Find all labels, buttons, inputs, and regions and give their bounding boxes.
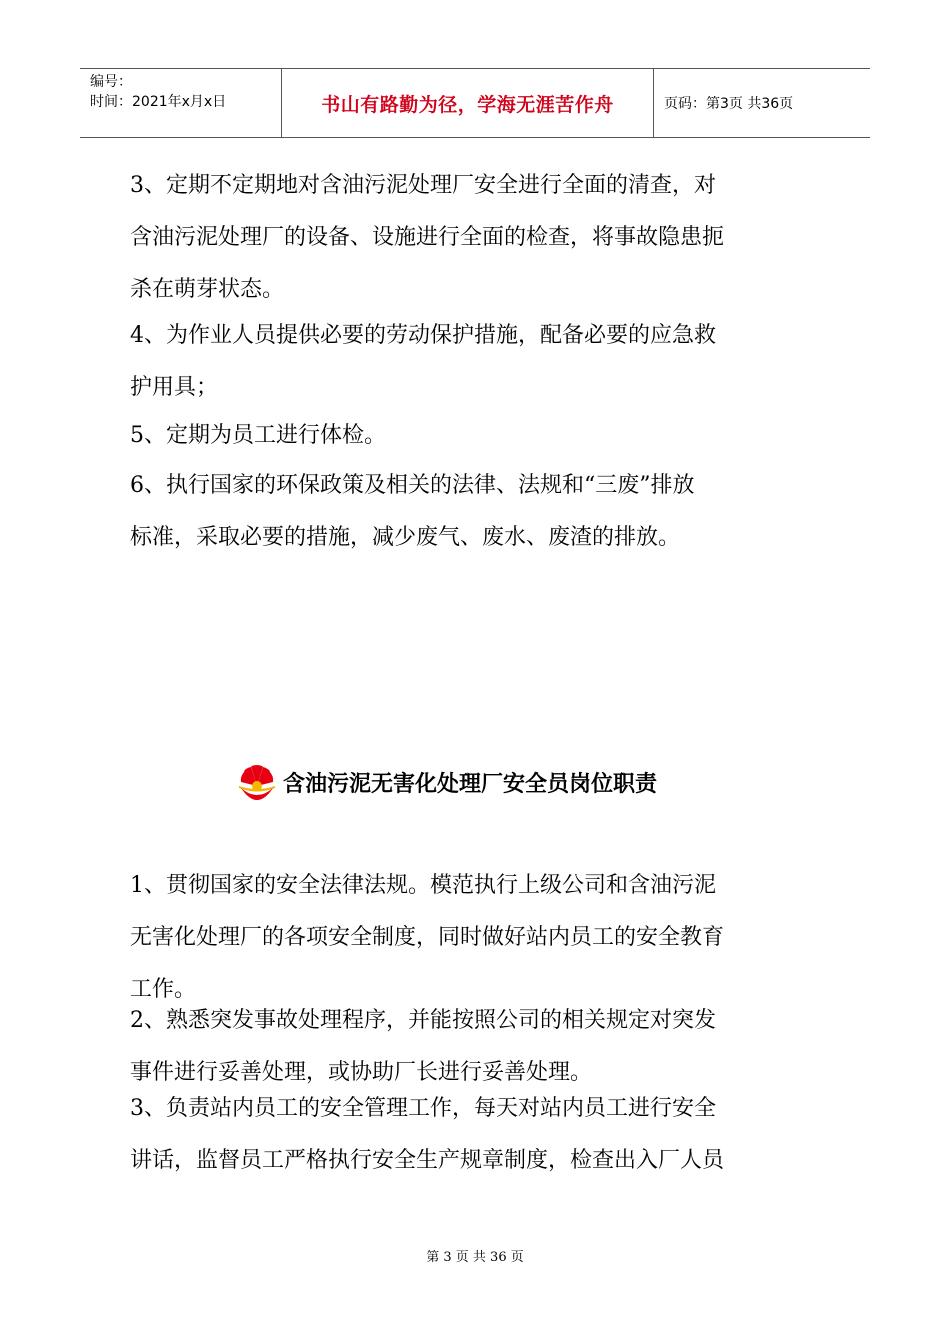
page-footer: 第 3 页 共 36 页 <box>426 1250 524 1265</box>
section-title-text: 含油污泥无害化处理厂安全员岗位职责 <box>283 771 658 797</box>
duty-paragraph-3 <box>130 1083 830 1187</box>
header-page-info: 页码：第3页 共36页 <box>664 96 794 112</box>
serial-label: 编号： <box>90 74 132 90</box>
section-title <box>235 760 657 804</box>
paragraph-3 <box>130 160 830 316</box>
text-line: 3、定期不定期地对含油污泥处理厂安全进行全面的清查，对 <box>130 173 716 198</box>
paragraph-4 <box>130 310 830 414</box>
text-line: 1、贯彻国家的安全法律法规。模范执行上级公司和含油污泥 <box>130 873 716 898</box>
company-logo-icon <box>235 762 279 802</box>
header-meta <box>80 69 282 137</box>
text-line: 5、定期为员工进行体检。 <box>130 423 386 448</box>
text-line: 标准，采取必要的措施，减少废气、废水、废渣的排放。 <box>130 525 681 550</box>
paragraph-6 <box>130 460 830 564</box>
text-line: 含油污泥处理厂的设备、设施进行全面的检查，将事故隐患扼 <box>130 225 725 250</box>
text-line: 工作。 <box>130 977 197 1002</box>
header-motto: 书山有路勤为径，学海无涯苦作舟 <box>282 69 654 137</box>
text-line: 4、为作业人员提供必要的劳动保护措施，配备必要的应急救 <box>130 323 716 348</box>
text-line: 事件进行妥善处理，或协助厂长进行妥善处理。 <box>130 1060 593 1085</box>
duty-paragraph-1 <box>130 860 830 1016</box>
text-line: 3、负责站内员工的安全管理工作，每天对站内员工进行安全 <box>130 1096 716 1121</box>
text-line: 6、执行国家的环保政策及相关的法律、法规和“三废”排放 <box>130 473 695 498</box>
text-line: 讲话，监督员工严格执行安全生产规章制度，检查出入厂人员 <box>130 1148 725 1173</box>
text-line: 杀在萌芽状态。 <box>130 277 285 302</box>
page-header <box>80 68 870 138</box>
paragraph-5 <box>130 410 830 462</box>
text-line: 无害化处理厂的各项安全制度，同时做好站内员工的安全教育 <box>130 925 725 950</box>
time-label: 时间：2021年x月x日 <box>90 94 227 110</box>
text-line: 护用具； <box>130 375 219 400</box>
text-line: 2、熟悉突发事故处理程序，并能按照公司的相关规定对突发 <box>130 1008 716 1033</box>
